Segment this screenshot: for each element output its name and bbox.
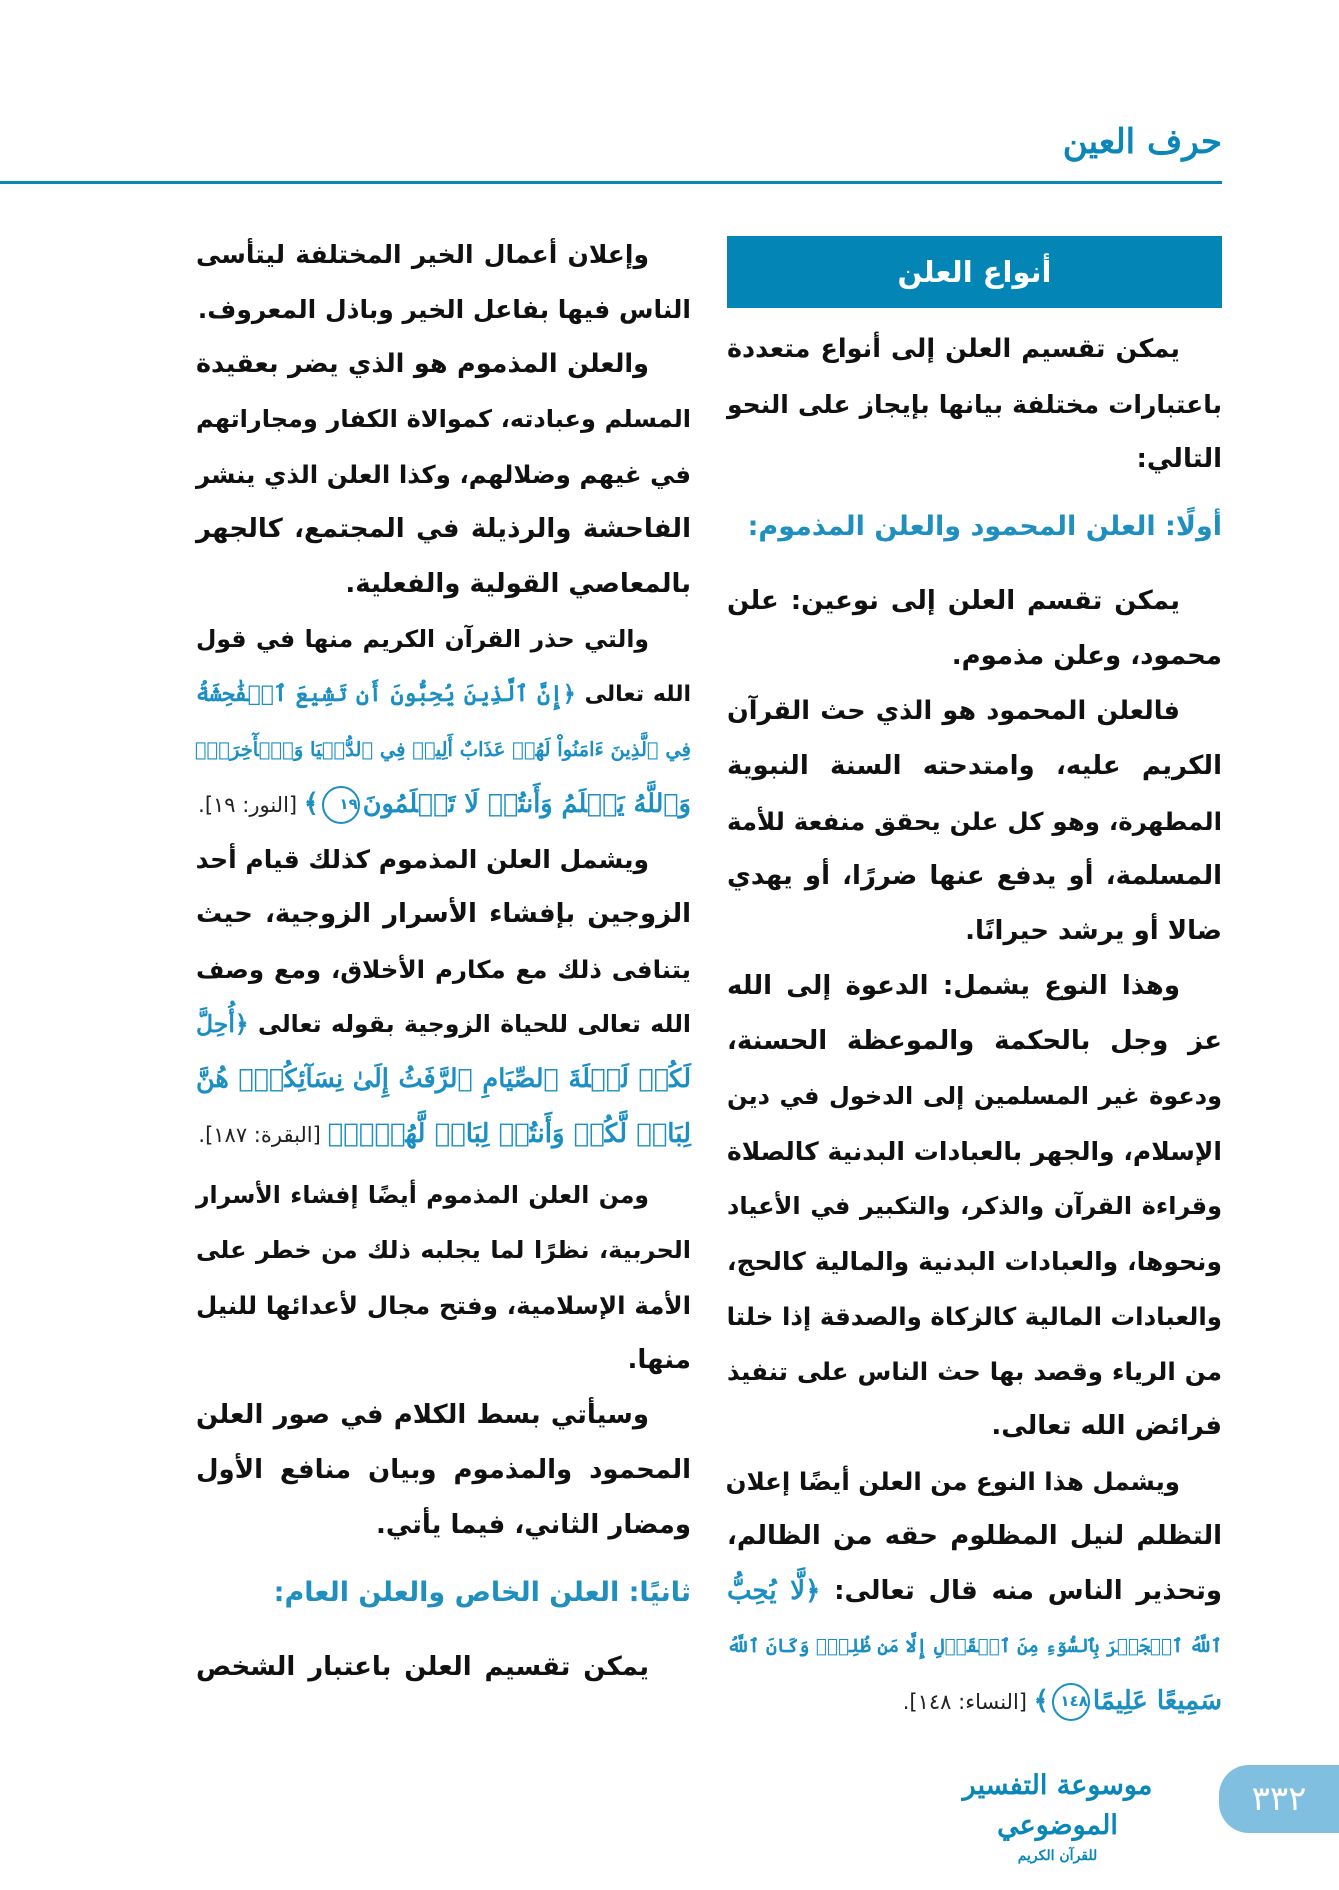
text-line: المحمود والمذموم وبيان منافع الأول (196, 1455, 691, 1485)
text-line: فرائض الله تعالى. (991, 1411, 1222, 1441)
quran-verse: وَٱللَّهُ يَعۡلَمُ وَأَنتُمۡ لَا تَعۡلَمُونَ (362, 789, 691, 819)
paragraph (196, 1640, 691, 1695)
text-line: يمكن تقسم العلن إلى نوعين: علن (727, 586, 1180, 616)
text-line: فالعلن المحمود هو الذي حث القرآن (727, 696, 1180, 726)
text-segment: وتحذير الناس منه قال تعالى: (820, 1576, 1222, 1606)
paragraph (196, 832, 691, 1162)
right-column (727, 236, 1222, 1729)
left-column (196, 227, 691, 1695)
text-line: الناس فيها بفاعل الخير وباذل المعروف. (197, 295, 691, 324)
text-line: ضالا أو يرشد حيرانًا. (965, 916, 1222, 946)
text-line: بالمعاصي القولية والفعلية. (345, 569, 691, 599)
text-line (196, 667, 691, 722)
quran-verse: سَمِيعًا عَلِيمًا (1092, 1686, 1222, 1716)
text-line: ومضار الثاني، فيما يأتي. (375, 1510, 691, 1540)
section-heading: أنواع العلن (727, 236, 1222, 308)
text-line: الحربية، نظرًا لما يجلبه ذلك من خطر على (196, 1236, 691, 1264)
text-line (196, 1052, 691, 1107)
paragraph (196, 1388, 691, 1553)
logo-subtitle: للقرآن الكريم (1017, 1848, 1098, 1864)
quran-verse: لَكُمۡ لَيۡلَةَ ٱلصِّيَامِ ٱلرَّفَثُ إِلَىٰ نِسَآئِكُمۡۚ هُنَّ (196, 1064, 691, 1094)
text-line: التظلم لنيل المظلوم حقه من الظالم، (727, 1521, 1222, 1551)
quran-verse: ﴾ (327, 1119, 344, 1149)
text-line: والعبادات المالية كالزكاة والصدقة إذا خلتا (726, 1302, 1222, 1331)
paragraph (727, 322, 1222, 487)
ayah-number-marker: ١٤٨ (1052, 1683, 1090, 1721)
quran-verse: ﴿لَّا يُحِبُّ (727, 1576, 821, 1606)
quran-verse: ﴾ (303, 789, 319, 819)
quran-verse: ﴾ (1033, 1686, 1049, 1716)
verse-reference: [النساء: ١٤٨]. (902, 1690, 1034, 1714)
text-line (196, 1107, 691, 1162)
text-line (727, 1674, 1222, 1729)
text-line: والتي حذر القرآن الكريم منها في قول (196, 625, 649, 653)
text-line: الزوجين بإفشاء الأسرار الزوجية، حيث (196, 899, 691, 929)
logo-title: موسوعة التفسير الموضوعي (962, 1770, 1153, 1841)
text-line: وسيأتي بسط الكلام في صور العلن (196, 1400, 649, 1430)
page-number: ٣٣٢ (1219, 1765, 1339, 1833)
text-line: المسلمة، أو يدفع عنها ضررًا، أو يهدي (727, 861, 1222, 891)
paragraph (196, 337, 691, 612)
text-line (727, 1619, 1222, 1674)
text-line: والعلن المذموم هو الذي يضر بعقيدة (196, 349, 649, 379)
text-line (196, 722, 691, 777)
text-line (727, 1564, 1222, 1619)
text-line: ويشمل هذا النوع من العلن أيضًا إعلان (725, 1467, 1180, 1496)
running-title: حرف العين (1062, 122, 1222, 162)
paragraph (196, 227, 691, 337)
text-line: من الرياء وقصد بها حث الناس على تنفيذ (727, 1357, 1222, 1386)
text-line: الفاحشة والرذيلة في المجتمع، كالجهر (196, 514, 691, 544)
text-line: في غيهم وضلالهم، وكذا العلن الذي ينشر (196, 460, 691, 489)
quran-verse: ﴿أُحِلَّ (196, 1010, 249, 1038)
quran-verse: فِي ٱلَّذِينَ ءَامَنُواْ لَهُمۡ عَذَابٌ أَلِيمٞ فِي ٱلدُّنۡيَا وَٱلۡأٓخِرَةِۚ (194, 738, 691, 761)
text-line: التالي: (1136, 444, 1222, 474)
text-line (196, 997, 691, 1052)
ayah-number-marker: ١٩ (322, 786, 360, 824)
paragraph (727, 574, 1222, 684)
text-line: المطهرة، وهو كل علن يحقق منفعة للأمة (727, 807, 1222, 836)
quran-verse: لِبَاسٞ لَّكُمۡ وَأَنتُمۡ لِبَاسٞ لَّهُنَّۗ (343, 1119, 691, 1149)
text-segment: الله تعالى للحياة الزوجية بقوله تعالى (248, 1010, 691, 1038)
text-line: المسلم وعبادته، كموالاة الكفار ومجاراتهم (196, 405, 691, 433)
text-line: محمود، وعلن مذموم. (951, 641, 1222, 671)
paragraph (196, 612, 691, 832)
subheading: أولًا: العلن المحمود والعلن المذموم: (747, 511, 1222, 542)
text-line: يمكن تقسيم العلن باعتبار الشخص (196, 1652, 649, 1682)
quran-verse: ٱللَّهُ ٱلۡجَهۡرَ بِٱلسُّوٓءِ مِنَ ٱلۡقَوۡلِ إِلَّا مَن ظُلِمَۚ وَكَانَ ٱللَّهُ (727, 1636, 1222, 1657)
text-line: وقراءة القرآن والذكر، والتكبير في الأعياد (727, 1192, 1222, 1220)
text-line: يمكن تقسيم العلن إلى أنواع متعددة (727, 334, 1180, 364)
text-line: وإعلان أعمال الخير المختلفة ليتأسى (196, 240, 649, 269)
quran-verse: ﴿إِنَّ ٱلَّذِينَ يُحِبُّونَ أَن تَشِيعَ ٱلۡفَٰحِشَةُ (196, 681, 576, 707)
text-line: وهذا النوع يشمل: الدعوة إلى الله (727, 971, 1180, 1001)
text-line: ونحوها، والعبادات البدنية والمالية كالحج، (727, 1247, 1222, 1276)
text-line: الإسلام، والجهر بالعبادات البدنية كالصلاة (727, 1137, 1222, 1166)
paragraph (196, 1168, 691, 1388)
paragraph (727, 1454, 1222, 1729)
text-line: الأمة الإسلامية، وفتح مجال لأعدائها للنيل (196, 1291, 691, 1320)
text-line (196, 777, 691, 832)
text-segment: الله تعالى (575, 682, 692, 707)
text-line: ومن العلن المذموم أيضًا إفشاء الأسرار (196, 1181, 649, 1209)
text-line: منها. (627, 1345, 691, 1375)
text-line: ودعوة غير المسلمين إلى الدخول في دين (727, 1082, 1222, 1110)
text-line: يتنافى ذلك مع مكارم الأخلاق، ومع وصف (196, 955, 691, 984)
paragraph (727, 959, 1222, 1454)
header-rule (0, 181, 1222, 184)
subheading: ثانيًا: العلن الخاص والعلن العام: (273, 1577, 691, 1608)
text-line: باعتبارات مختلفة بيانها بإيجاز على النحو (727, 390, 1222, 419)
text-line: ويشمل العلن المذموم كذلك قيام أحد (195, 845, 649, 874)
text-line: الكريم عليه، وامتدحته السنة النبوية (727, 751, 1222, 781)
verse-reference: [البقرة: ١٨٧]. (198, 1123, 328, 1147)
encyclopedia-logo (930, 1766, 1185, 1866)
paragraph (727, 684, 1222, 959)
verse-reference: [النور: ١٩]. (198, 793, 304, 817)
text-line: عز وجل بالحكمة والموعظة الحسنة، (727, 1026, 1222, 1056)
